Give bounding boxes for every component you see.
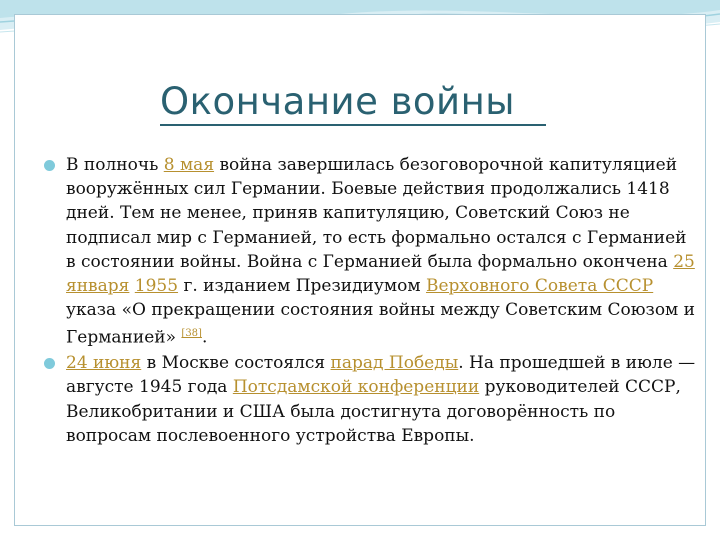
link-24-june[interactable]: 24 июня	[66, 353, 142, 374]
title-underline	[160, 124, 546, 126]
footnote-link[interactable]: [38]	[181, 328, 202, 340]
text-segment: .	[201, 328, 208, 349]
text-segment: г. изданием Президиумом	[178, 276, 426, 297]
text-segment: война завершилась безоговорочной капитуляцией вооружённых сил Германии. Боевые действия продолжались 1418 дней. Тем не менее, приняв капитуляцию, Советский Союз не подписал мир с Германией, то есть формально остался с Германией в состоянии войны. Война с Германией была формально окончена	[66, 155, 687, 272]
slide-title: Окончание войны	[160, 80, 515, 123]
text-segment: указа «О прекращении состояния войны между Советским Союзом и Германией»	[66, 300, 696, 349]
link-supreme-soviet[interactable]: Верховного Совета СССР	[425, 276, 654, 297]
link-potsdam-conference[interactable]: Потсдамской конференции	[232, 377, 480, 398]
text-segment: в Москве состоялся	[141, 353, 331, 374]
link-25-january[interactable]: 25 января	[66, 251, 695, 297]
bullet-item	[66, 351, 698, 448]
bullet-item	[66, 153, 698, 350]
text-segment: руководителей СССР, Великобритании и США была достигнута договорённость по вопросам послевоенного устройства Европы.	[66, 377, 681, 446]
text-segment: В полночь	[66, 155, 164, 175]
text-segment: . На прошедшей в июле — августе 1945 года	[66, 353, 696, 398]
link-1955[interactable]: 1955	[134, 276, 179, 297]
link-victory-parade[interactable]: парад Победы	[330, 353, 459, 374]
slide-body	[66, 153, 698, 449]
bullet-icon	[44, 160, 55, 171]
link-8-may[interactable]: 8 мая	[163, 155, 215, 175]
